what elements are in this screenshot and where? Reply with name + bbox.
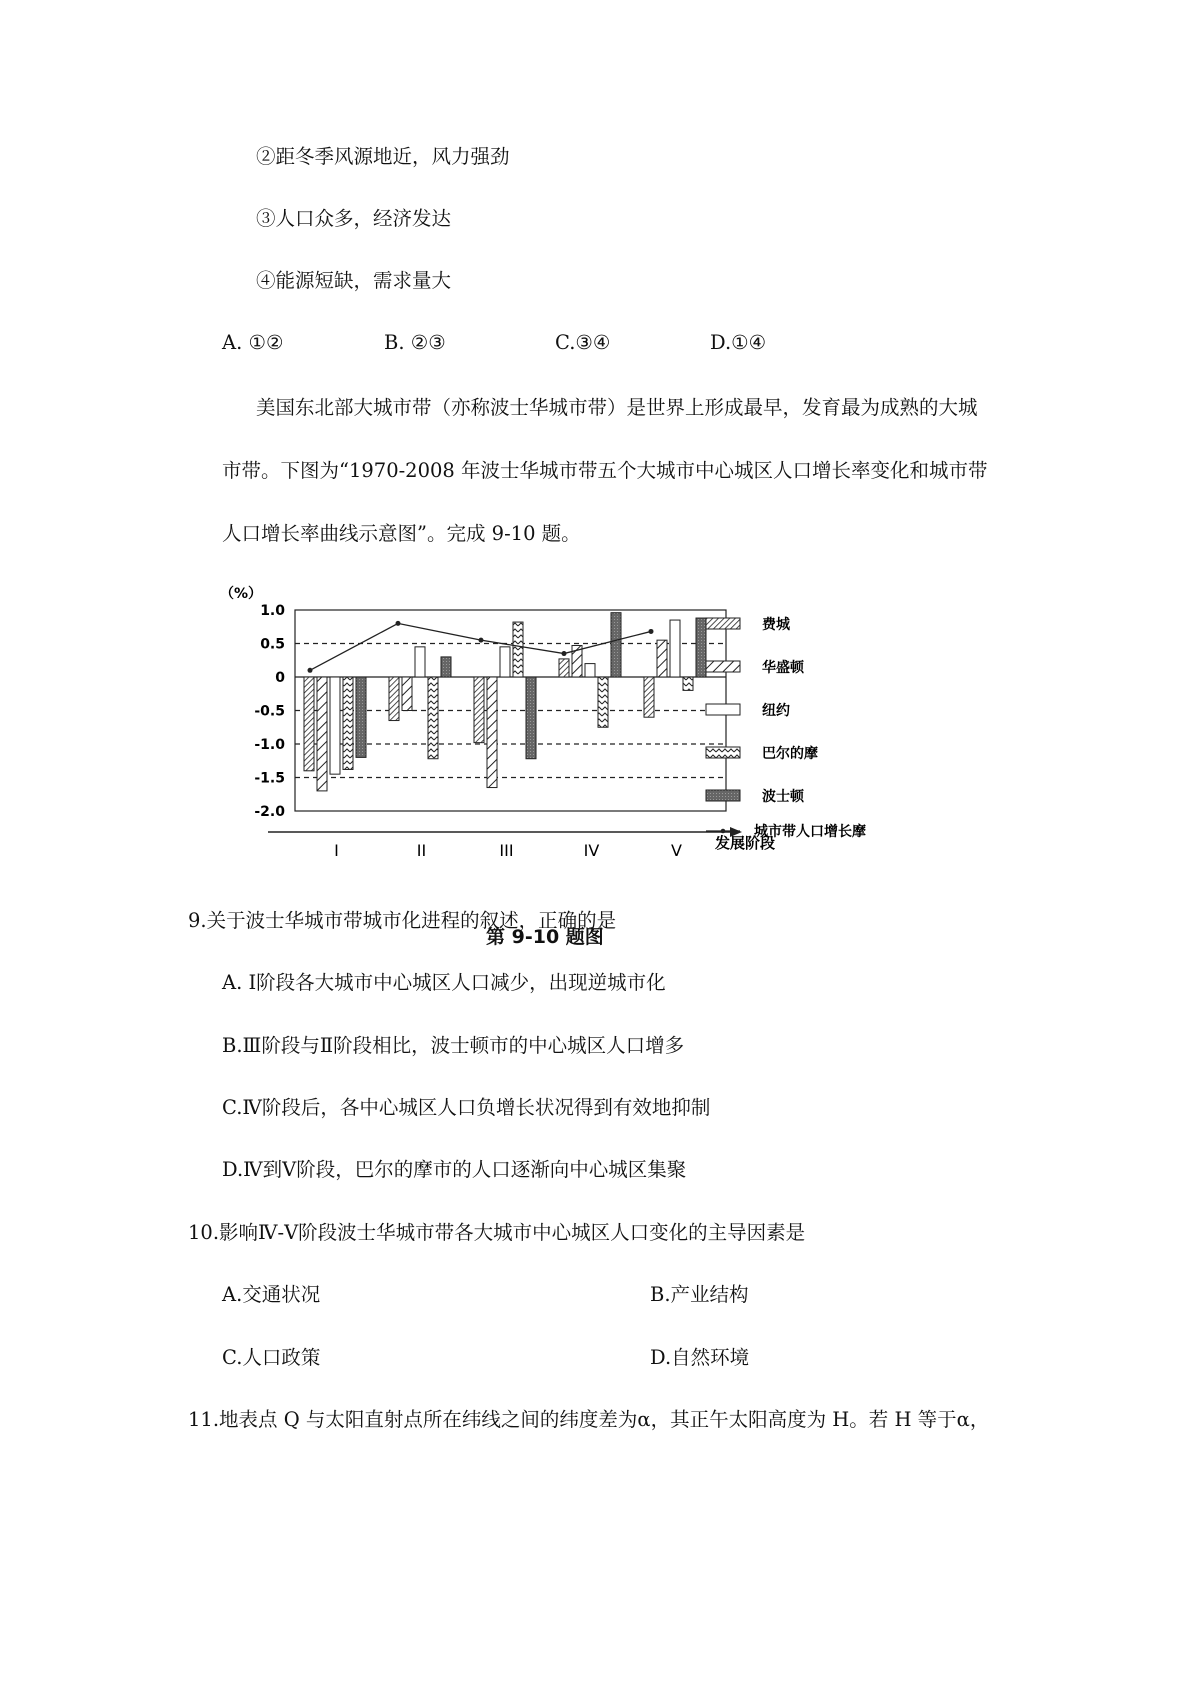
y-tick-label: 0 (275, 670, 285, 686)
legend-label: 城市带人口增长摩 (754, 824, 866, 840)
line-point (649, 629, 654, 634)
x-axis-label: 发展阶段 (715, 834, 776, 852)
q8-option-b: B. ②③ (384, 331, 446, 354)
bar-white (585, 664, 595, 677)
line-point (396, 621, 401, 626)
bar-hatch-light (304, 677, 314, 771)
q10-option-d: D.自然环境 (650, 1346, 750, 1369)
legend-label: 巴尔的摩 (762, 746, 818, 762)
bar-hatch-bold (657, 640, 667, 677)
line-point (562, 651, 567, 656)
y-tick-label: -2.0 (254, 804, 285, 820)
bar-white (670, 620, 680, 677)
intro-item-2: ②距冬季风源地近，风力强劲 (256, 145, 510, 168)
legend-label: 华盛顿 (762, 660, 804, 676)
bar-dark (356, 677, 366, 757)
q8-option-a: A. ①② (222, 331, 284, 354)
bar-zigzag (598, 677, 608, 727)
x-tick-label: V (671, 841, 682, 860)
legend-swatch (706, 618, 740, 629)
x-tick-label: I (334, 841, 339, 860)
legend-label: 纽约 (762, 703, 790, 719)
bar-hatch-bold (402, 677, 412, 711)
population-growth-chart (220, 580, 1000, 925)
q9-option-d: D.Ⅳ到Ⅴ阶段，巴尔的摩市的人口逐渐向中心城区集聚 (222, 1158, 687, 1181)
q8-option-d: D.①④ (710, 331, 767, 354)
bar-zigzag (428, 677, 438, 759)
x-tick-label: IV (583, 841, 600, 860)
bar-dark (526, 677, 536, 759)
q8-option-c: C.③④ (555, 331, 611, 354)
bar-zigzag (513, 622, 523, 677)
q10-option-b: B.产业结构 (650, 1283, 749, 1306)
q9-stem: 9.关于波士华城市带城市化进程的叙述，正确的是 (188, 909, 617, 932)
y-tick-label: 0.5 (260, 636, 285, 653)
urban-belt-growth-line (310, 623, 651, 670)
q10-option-a: A.交通状况 (222, 1283, 321, 1306)
legend-swatch (706, 661, 740, 672)
figure-caption: 第 9-10 题图 (486, 926, 604, 948)
legend-label: 费城 (762, 617, 790, 633)
legend-swatch (706, 704, 740, 715)
bar-zigzag (343, 677, 353, 769)
q11-stem: 11.地表点 Q 与太阳直射点所在纬线之间的纬度差为α，其正午太阳高度为 H。若 H 等于α， (188, 1408, 990, 1431)
legend-label: 波士顿 (762, 789, 804, 805)
bar-dark (441, 657, 451, 677)
line-point (308, 668, 313, 673)
bar-white (330, 677, 340, 774)
passage-line-3: 人口增长率曲线示意图”。完成 9-10 题。 (222, 522, 581, 545)
q9-option-a: A. Ⅰ阶段各大城市中心城区人口减少，出现逆城市化 (222, 971, 666, 994)
x-tick-label: II (416, 841, 427, 860)
bar-hatch-light (389, 677, 399, 721)
q9-option-c: C.Ⅳ阶段后，各中心城区人口负增长状况得到有效地抑制 (222, 1096, 711, 1119)
line-point (479, 638, 484, 643)
passage-line-2: 市带。下图为“1970-2008 年波士华城市带五个大城市中心城区人口增长率变化和城市带 (222, 459, 988, 482)
legend-swatch (706, 747, 740, 758)
y-tick-label: -0.5 (254, 703, 285, 720)
y-unit-label: （%） (220, 586, 263, 602)
bar-hatch-bold (487, 677, 497, 788)
y-tick-label: -1.0 (254, 737, 285, 753)
bar-white (500, 647, 510, 677)
bar-hatch-light (644, 677, 654, 717)
intro-item-3: ③人口众多，经济发达 (256, 207, 452, 230)
bar-hatch-bold (317, 677, 327, 791)
x-tick-label: III (499, 841, 514, 860)
bar-hatch-light (474, 677, 484, 743)
legend-swatch (706, 790, 740, 801)
bar-hatch-light (559, 659, 569, 677)
bar-dark (696, 618, 706, 677)
bar-zigzag (683, 677, 693, 690)
y-tick-label: 1.0 (260, 603, 285, 619)
q10-option-c: C.人口政策 (222, 1346, 321, 1369)
q10-stem: 10.影响Ⅳ-Ⅴ阶段波士华城市带各大城市中心城区人口变化的主导因素是 (188, 1221, 806, 1244)
bar-dark (611, 613, 621, 677)
q9-option-b: B.Ⅲ阶段与Ⅱ阶段相比，波士顿市的中心城区人口增多 (222, 1034, 685, 1057)
passage-line-1: 美国东北部大城市带（亦称波士华城市带）是世界上形成最早，发育最为成熟的大城 (256, 396, 978, 419)
bar-white (415, 647, 425, 677)
intro-item-4: ④能源短缺，需求量大 (256, 269, 452, 292)
y-tick-label: -1.5 (254, 770, 285, 787)
legend-line-point (721, 829, 726, 834)
